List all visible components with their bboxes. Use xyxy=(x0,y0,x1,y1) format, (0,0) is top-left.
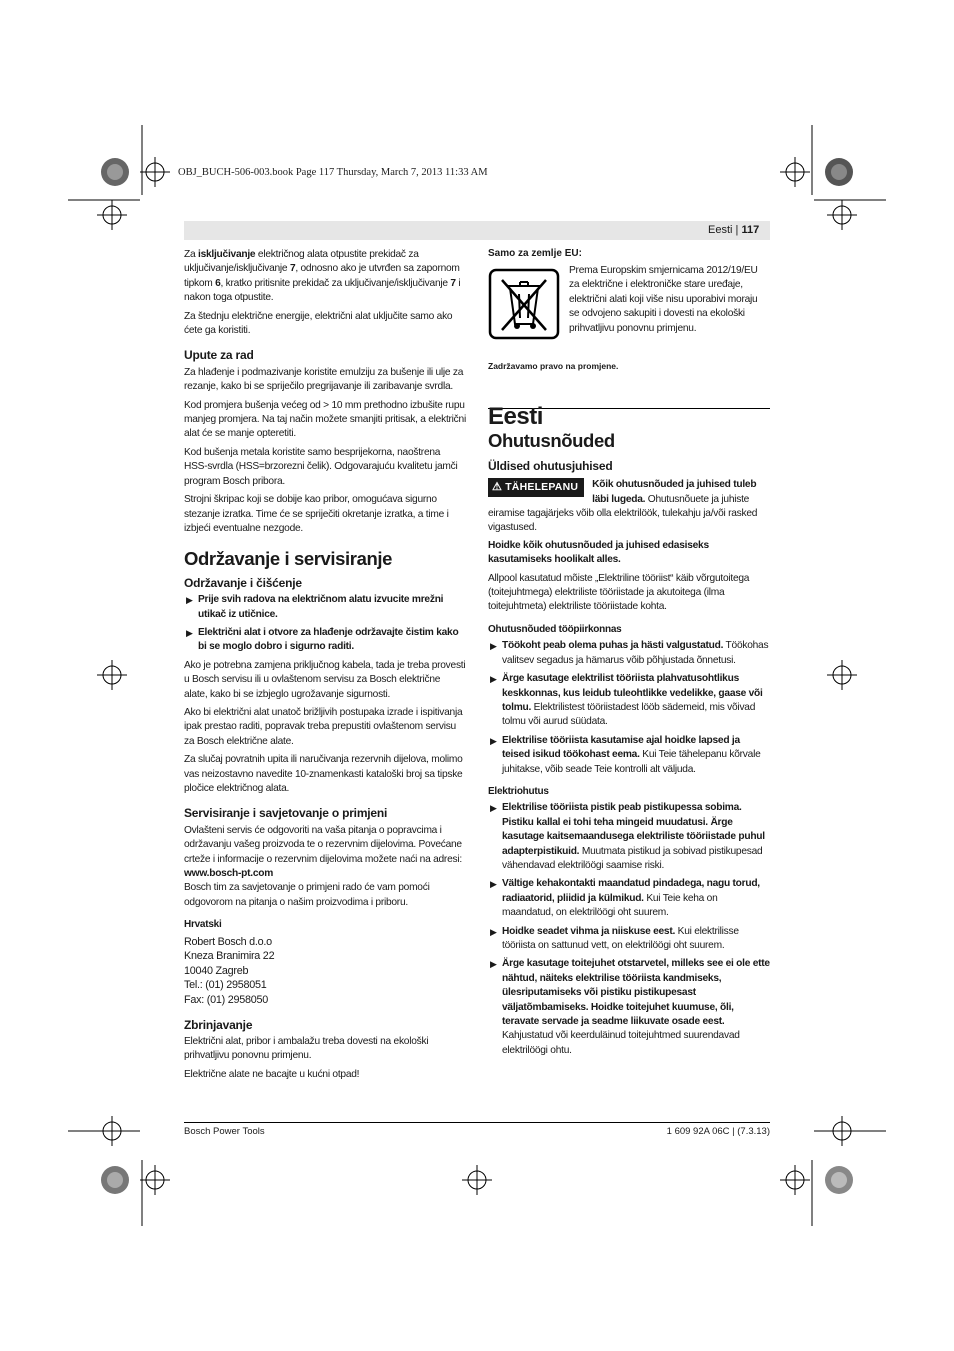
heading-servisiranje: Servisiranje i savjetovanje o primjeni xyxy=(184,806,388,821)
language-title: Eesti xyxy=(488,403,543,430)
address-line: Robert Bosch d.o.o xyxy=(184,935,272,948)
bullet-arrow-icon: ▶ xyxy=(490,735,497,746)
heading-zbrinjavanje: Zbrinjavanje xyxy=(184,1017,253,1032)
heading-hrvatski: Hrvatski xyxy=(184,919,222,931)
heading-toopiirkond: Ohutusnõuded tööpiirkonnas xyxy=(488,623,622,635)
paragraph: Električne alate ne bacajte u kućni otpad! xyxy=(184,1068,360,1080)
bullet-arrow-icon: ▶ xyxy=(490,803,497,814)
bullet-item: ▶ Hoidke seadet vihma ja niiskuse eest. Kui elektrilisse tööriista on sattunud vett, on elektrilöögi oht suurem. xyxy=(490,925,739,951)
bullet-item: ▶ Vältige kehakontakti maandatud pindadega, nagu torud, radiaatorid, pliidid ja külmikud. Kui Teie keha on maandatud, on elektrilöögi oht suurem. xyxy=(490,878,760,919)
bullet-arrow-icon: ▶ xyxy=(490,641,497,652)
paragraph: Za hlađenje i podmazivanje koristite emulziju za bušenje ili ulje za rezanje, kako bi se spriječilo pregrijavanje ili zaribavanje svrdla. xyxy=(184,366,464,393)
address-block xyxy=(184,935,466,1008)
paragraph: Za slučaj povratnih upita ili naručivanja rezervnih dijelova, molimo vas neizostavno navedite 10-znamenkasti kataloški broj sa tipske pločice električnog alata. xyxy=(184,754,463,794)
definition-paragraph: Allpool kasutatud mõiste „Elektriline tööriist“ käib võrgutoitega (toitejuhtmega) elektriliste tööriistade ja akutoitega (ilma toitejuhtmeta) elektriliste tööriistade kohta. xyxy=(488,572,750,613)
left-column xyxy=(184,248,466,1086)
bullet-arrow-icon: ▶ xyxy=(186,595,193,606)
bullet-item: ▶ Elektrilise tööriista pistik peab pistikupessa sobima. Pistiku kallal ei tohi teha mingeid muudatusi. Ärge kasutage kaitsemaandusega elektriliste tööriistade puhul adapterpistikuid. Muutmata pistikud ja sobivad pistikupesad vähendavad elektrilöögi saamise riski. xyxy=(490,802,765,871)
paragraph: Ako je potrebna zamjena priključnog kabela, tada je treba provesti u Bosch servisu ili u ovlaštenom servisu za Bosch električne alate, kako bi se izbjeglo ugrožavanje sigurnosti. xyxy=(184,659,466,700)
heading-uldised: Üldised ohutusjuhised xyxy=(488,458,613,473)
eu-heading: Samo za zemlje EU: xyxy=(488,248,582,259)
footer-rule xyxy=(184,1122,770,1123)
paragraph: Ako bi električni alat unatoč brižljivih postupaka izrade i ispitivanja ipak prestao raditi, popravak treba prepustiti ovlaštenom servisu za Bosch električne alate. xyxy=(184,706,463,747)
right-column xyxy=(488,403,770,1062)
address-line: Kneza Branimira 22 xyxy=(184,950,275,963)
address-line: Fax: (01) 2958050 xyxy=(184,994,268,1007)
bullet-item: ▶ Prije svih radova na električnom alatu izvucite mrežni utikač iz utičnice. xyxy=(186,594,444,620)
bullet-arrow-icon: ▶ xyxy=(490,879,497,890)
warning-block: ⚠ TÄHELEPANU Kõik ohutusnõuded ja juhised tuleb läbi lugeda. Ohutusnõuete ja juhiste eiramise tagajärjeks võib olla elektrilöök, tulekahju ja/või rasked vigastused. xyxy=(488,479,758,534)
warning-triangle-icon: ⚠ xyxy=(492,481,503,494)
paragraph: Ovlašteni servis će odgovoriti na vaša pitanja o popravcima i održavanju vašeg proizvoda te o rezervnim dijelovima. Povećane crteže i informacije o rezervnim dijelovima možete naći na adresi: xyxy=(184,824,462,865)
bullet-item: ▶ Električni alat i otvore za hlađenje održavajte čistim kako bi se moglo dobro i sigurno raditi. xyxy=(186,626,459,653)
bullet-arrow-icon: ▶ xyxy=(490,959,497,970)
eu-text: Prema Europskim smjernicama 2012/19/EU za električne i elektroničke stare uređaje, električni alati koji više nisu uporabivi moraju se odvojeno sakupiti i dovesti na ekološki prihvatljivu ponovnu primjenu. xyxy=(569,265,758,334)
heading-elektriohutus: Elektriohutus xyxy=(488,785,549,797)
heading-odrzavanje: Održavanje i servisiranje xyxy=(184,548,393,570)
bullet-item: ▶ Töökoht peab olema puhas ja hästi valgustatud. Töökohas valitsev segadus ja hämarus võib põhjustada õnnetusi. xyxy=(490,640,769,666)
service-url[interactable]: www.bosch-pt.com xyxy=(184,868,274,880)
heading-ohutusnouded: Ohutusnõuded xyxy=(488,430,615,452)
heading-odrzavanje-ciscenje: Održavanje i čišćenje xyxy=(184,575,302,590)
header-language: Eesti | 117 xyxy=(708,224,760,236)
warning-badge: ⚠ TÄHELEPANU xyxy=(488,478,584,496)
bullet-arrow-icon: ▶ xyxy=(490,926,497,937)
address-line: 10040 Zagreb xyxy=(184,964,249,977)
paragraph-energy: Za štednju električne energije, električni alat uključite samo ako ćete ga koristiti. xyxy=(184,310,453,337)
bullet-arrow-icon: ▶ xyxy=(490,674,497,685)
keep-instructions: Hoidke kõik ohutusnõuded ja juhised edasiseks kasutamiseks hoolikalt alles. xyxy=(488,539,709,566)
bullet-item: ▶ Elektrilise tööriista kasutamise ajal hoidke lapsed ja teised isikud töökohast eema. Kui Teie tähelepanu kõrvale juhitakse, võib seade Teie kontrolli alt väljuda. xyxy=(490,734,761,775)
header-bar xyxy=(184,221,770,240)
weee-bin-icon xyxy=(488,268,560,340)
footer-code: 1 609 92A 06C | (7.3.13) xyxy=(666,1126,770,1137)
paragraph: Bosch tim za savjetovanje o primjeni rado će vam pomoći odgovorom na pitanja o našim proizvodima i priboru. xyxy=(184,882,430,908)
bullet-arrow-icon: ▶ xyxy=(186,627,193,638)
heading-upute: Upute za rad xyxy=(184,348,254,363)
bullet-item: ▶ Ärge kasutage elektrilist tööriista plahvatusohtlikus keskkonnas, kus leidub tuleohtlikke vedelikke, gaase või tolmu. Elektrilistest tööriistadest lööb sädemeid, mis võivad tolmu või aurud süüdata. xyxy=(490,673,763,728)
rights-note: Zadržavamo pravo na promjene. xyxy=(488,361,619,371)
paragraph: Kod promjera bušenja većeg od > 10 mm prethodno izbušite rupu manjeg promjera. Na taj način možete smanjiti pritisak, a električni alat će se manje opteretiti. xyxy=(184,399,466,440)
bullet-item: ▶ Ärge kasutage toitejuhet otstarvetel, milleks see ei ole ette nähtud, näiteks elektrilise tööriista kandmiseks, ülesriputamiseks või pistiku pistikupesast väljatõmbamiseks. Hoidke toitejuhet kuumuse, õli, teravate servade ja seadme liikuvate osade eest. Kahjustatud või keerduläinud toitejuhtmed suurendavad elektrilöögi ohtu. xyxy=(490,958,770,1056)
paragraph: Električni alat, pribor i ambalažu treba dovesti na ekološki prihvatljivu ponovnu primjenu. xyxy=(184,1036,429,1062)
address-line: Tel.: (01) 2958051 xyxy=(184,979,267,992)
paragraph: Kod bušenja metala koristite samo besprijekorna, naoštrena HSS-svrdla (HSS=brzorezni čelik). Odgovarajuću kvalitetu jamči program Bosch pribora. xyxy=(184,446,458,487)
footer-brand: Bosch Power Tools xyxy=(184,1126,265,1137)
paragraph: Strojni škripac koji se dobije kao pribor, omogućava sigurno stezanje izratka. Time će se spriječiti okretanje izratka, a time i izbjeći eventualne nezgode. xyxy=(184,494,449,534)
page-number: 117 xyxy=(741,224,760,236)
paragraph-switch-off: Za isključivanje električnog alata otpustite prekidač za uključivanje/isključivanje 7, odnosno ako je utvrđen sa zapornom tipkom 6, kratko pritisnite prekidač za uključivanje/isključivanje 7 i nakon toga otpustite. xyxy=(184,249,461,304)
file-info-line: OBJ_BUCH-506-003.book Page 117 Thursday, March 7, 2013 11:33 AM xyxy=(178,167,488,178)
